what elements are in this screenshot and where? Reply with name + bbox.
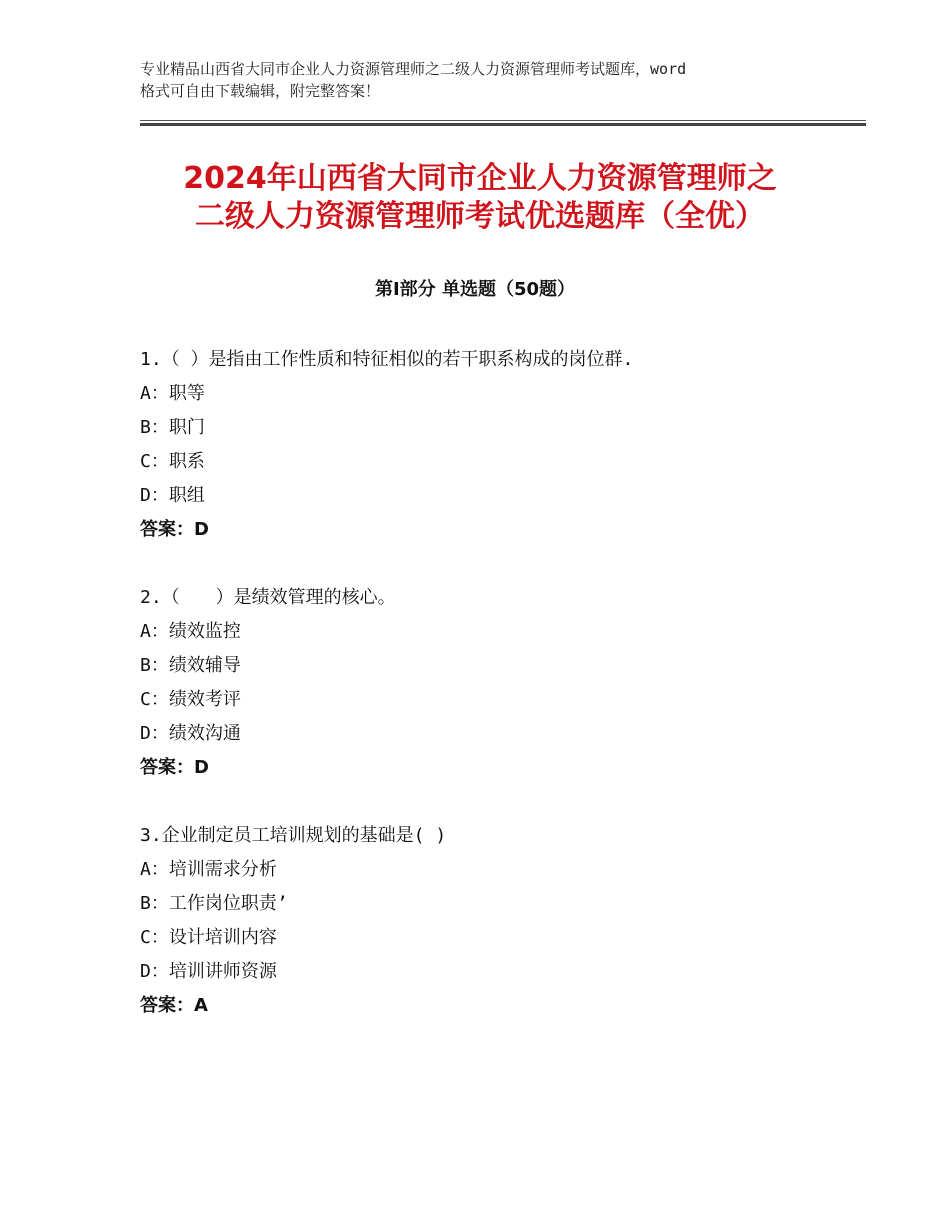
- option-c: C：职系: [140, 451, 205, 472]
- document-title: [120, 160, 840, 236]
- answer-label: 答案：D: [140, 757, 209, 778]
- option-b: B：绩效辅导: [140, 655, 241, 676]
- option-a: A：职等: [140, 383, 205, 404]
- document-title-line-1: 2024年山西省大同市企业人力资源管理师之: [183, 161, 777, 196]
- question-stem: 2.（ ）是绩效管理的核心。: [140, 587, 396, 608]
- header-note-line-2: 格式可自由下载编辑，附完整答案！: [140, 82, 381, 100]
- question-stem: 3.企业制定员工培训规划的基础是( ): [140, 825, 447, 846]
- answer-label: 答案：D: [140, 519, 209, 540]
- option-d: D：职组: [140, 485, 205, 506]
- option-c: C：设计培训内容: [140, 927, 277, 948]
- option-b: B：职门: [140, 417, 205, 438]
- option-d: D：培训讲师资源: [140, 961, 277, 982]
- header-note-line-1: 专业精品山西省大同市企业人力资源管理师之二级人力资源管理师考试题库，word: [140, 60, 687, 78]
- question-1: [140, 343, 840, 547]
- option-d: D：绩效沟通: [140, 723, 241, 744]
- answer-label: 答案：A: [140, 995, 208, 1016]
- header-divider-thick: [140, 123, 866, 126]
- document-title-line-2: 二级人力资源管理师考试优选题库（全优）: [195, 199, 765, 234]
- question-list: [140, 343, 840, 1057]
- header-divider-thin: [140, 120, 866, 121]
- header-note: [140, 58, 830, 102]
- question-stem: 1.（ ）是指由工作性质和特征相似的若干职系构成的岗位群.: [140, 349, 634, 370]
- option-b: B：工作岗位职责’: [140, 893, 288, 914]
- section-heading: 第Ⅰ部分 单选题（50题）: [374, 279, 575, 300]
- question-2: [140, 581, 840, 785]
- option-a: A：培训需求分析: [140, 859, 277, 880]
- option-c: C：绩效考评: [140, 689, 241, 710]
- option-a: A：绩效监控: [140, 621, 241, 642]
- question-3: [140, 819, 840, 1023]
